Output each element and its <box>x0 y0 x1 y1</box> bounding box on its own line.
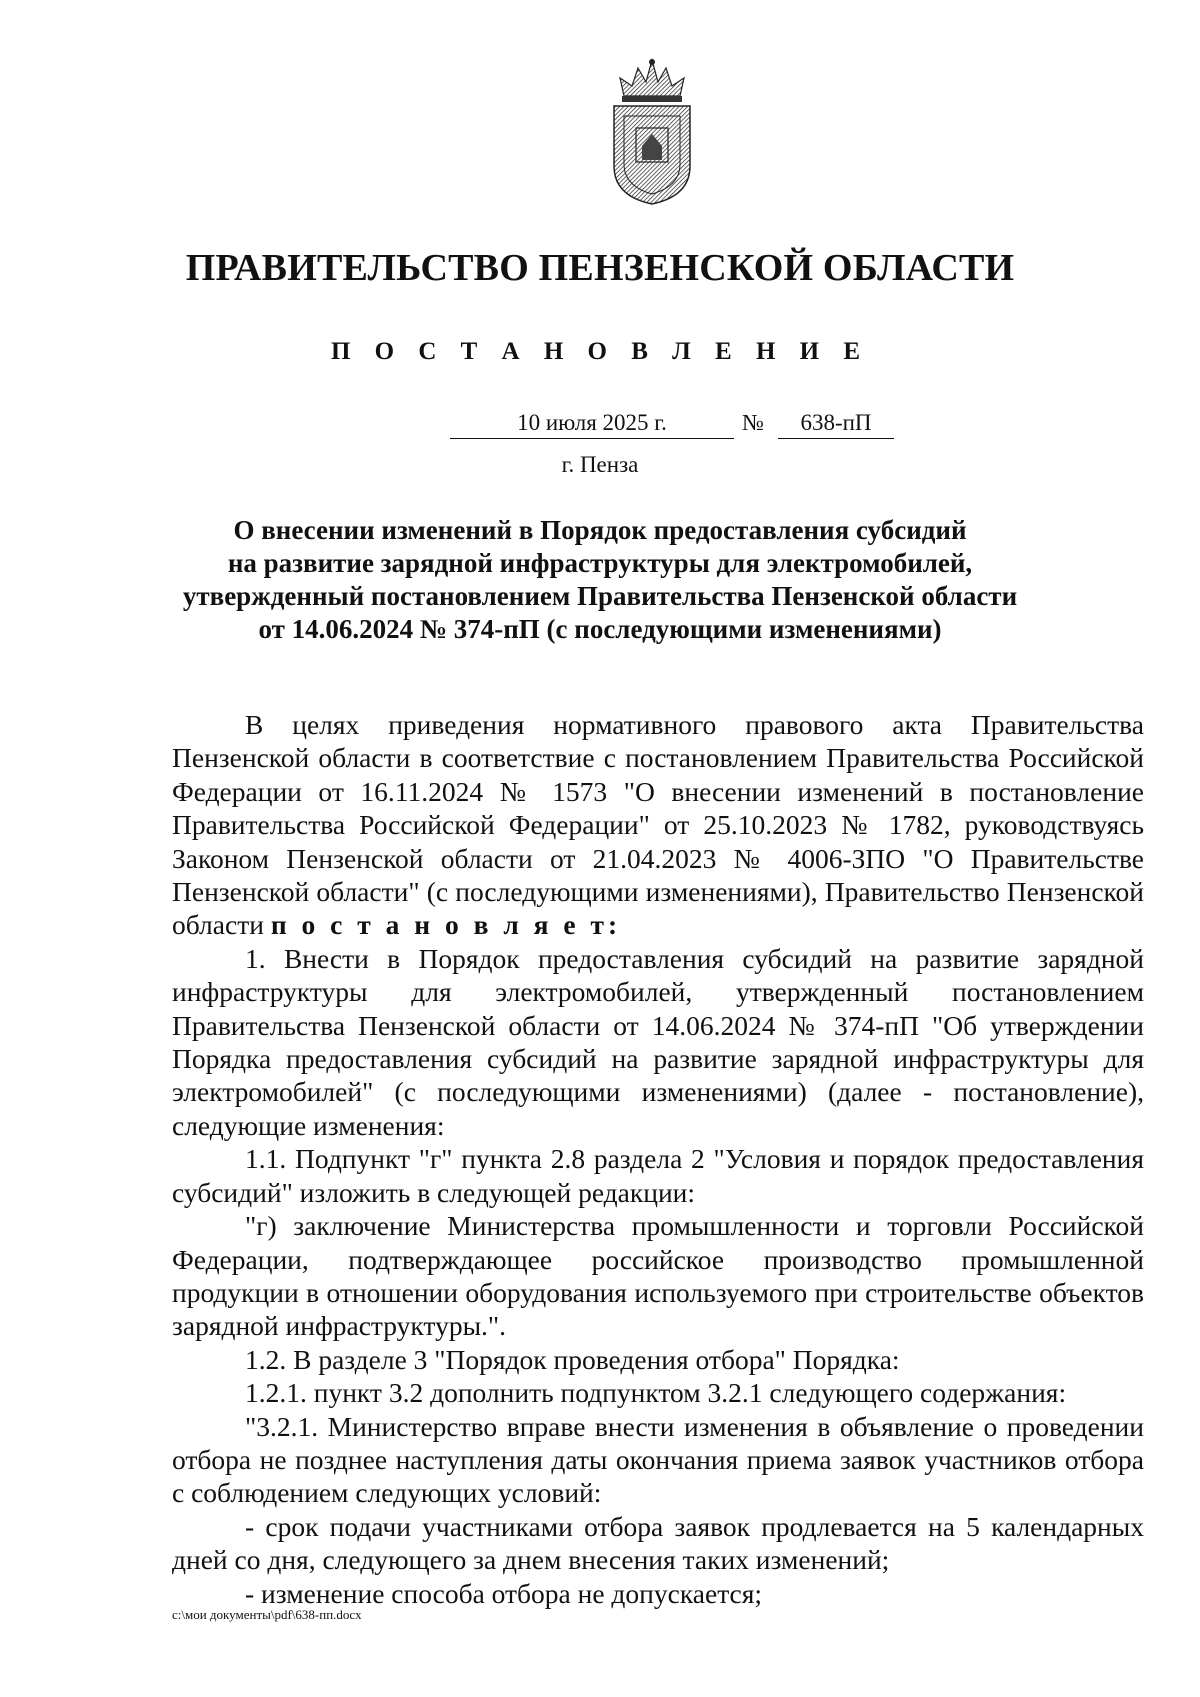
body-paragraph: 1.2. В разделе 3 "Порядок проведения отбора" Порядка: <box>245 1343 900 1375</box>
document-body <box>172 708 1144 1610</box>
subject-line: О внесении изменений в Порядок предоставления субсидий <box>233 515 967 545</box>
body-paragraph: - срок подачи участниками отбора заявок продлевается на 5 календарных дней со дня, следующего за днем внесения таких изменений; <box>172 1510 1144 1576</box>
city: г. Пенза <box>561 452 639 477</box>
body-paragraph: - изменение способа отбора не допускается; <box>245 1577 763 1609</box>
number-label: № <box>742 410 764 435</box>
subject-line: на развитие зарядной инфраструктуры для электромобилей, <box>227 548 973 578</box>
document-type: П О С Т А Н О В Л Е Н И Е <box>330 338 870 365</box>
organization-title: ПРАВИТЕЛЬСТВО ПЕНЗЕНСКОЙ ОБЛАСТИ <box>185 247 1015 289</box>
body-paragraph: 1.1. Подпункт "г" пункта 2.8 раздела 2 "Условия и порядок предоставления субсидий" изложить в следующей редакции: <box>172 1143 1144 1208</box>
subject-line: от 14.06.2024 № 374-пП (с последующими изменениями) <box>258 614 942 644</box>
subject-line: утвержденный постановлением Правительства Пензенской области <box>182 581 1018 611</box>
preamble-text: В целях приведения нормативного правового акта Правительства Пензенской области в соответствие с постановлением Правительства Российской Федерации от 16.11.2024 № 1573 "О внесении изменений в постановление Правительства Российской Федерации" от 25.10.2023 № 1782, руководствуясь Законом Пензенской области от 21.04.2023 № 4006-ЗПО "О Правительстве Пензенской области" (с последующими изменениями), Правительство Пензенской области <box>172 709 1144 941</box>
body-paragraph: 1.2.1. пункт 3.2 дополнить подпунктом 3.2.1 следующего содержания: <box>245 1377 1067 1409</box>
body-paragraph: "3.2.1. Министерство вправе внести изменения в объявление о проведении отбора не позднее наступления даты окончания приема заявок участников отбора с соблюдением следующих условий: <box>172 1410 1144 1509</box>
coat-of-arms-icon <box>606 56 698 206</box>
resolves-emphasis: п о с т а н о в л я е т: <box>270 909 622 941</box>
document-number: 638-пП <box>778 410 894 439</box>
body-paragraph <box>172 708 1144 942</box>
file-path-footer: c:\мои документы\pdf\638-пп.docx <box>172 1607 362 1622</box>
document-subject <box>160 514 1040 646</box>
body-paragraph: 1. Внести в Порядок предоставления субсидий на развитие зарядной инфраструктуры для электромобилей, утвержденный постановлением Правительства Пензенской области от 14.06.2024 № 374-пП "Об утверждении Порядка предоставления субсидий на развитие зарядной инфраструктуры для электромобилей" (с последующими изменениями) (далее - постановление), следующие изменения: <box>172 942 1144 1141</box>
document-date: 10 июля 2025 г. <box>450 410 734 439</box>
body-paragraph: "г) заключение Министерства промышленности и торговли Российской Федерации, подтверждающее российское производство промышленной продукции в отношении оборудования используемого при строительстве объектов зарядной инфраструктуры.". <box>172 1210 1144 1342</box>
